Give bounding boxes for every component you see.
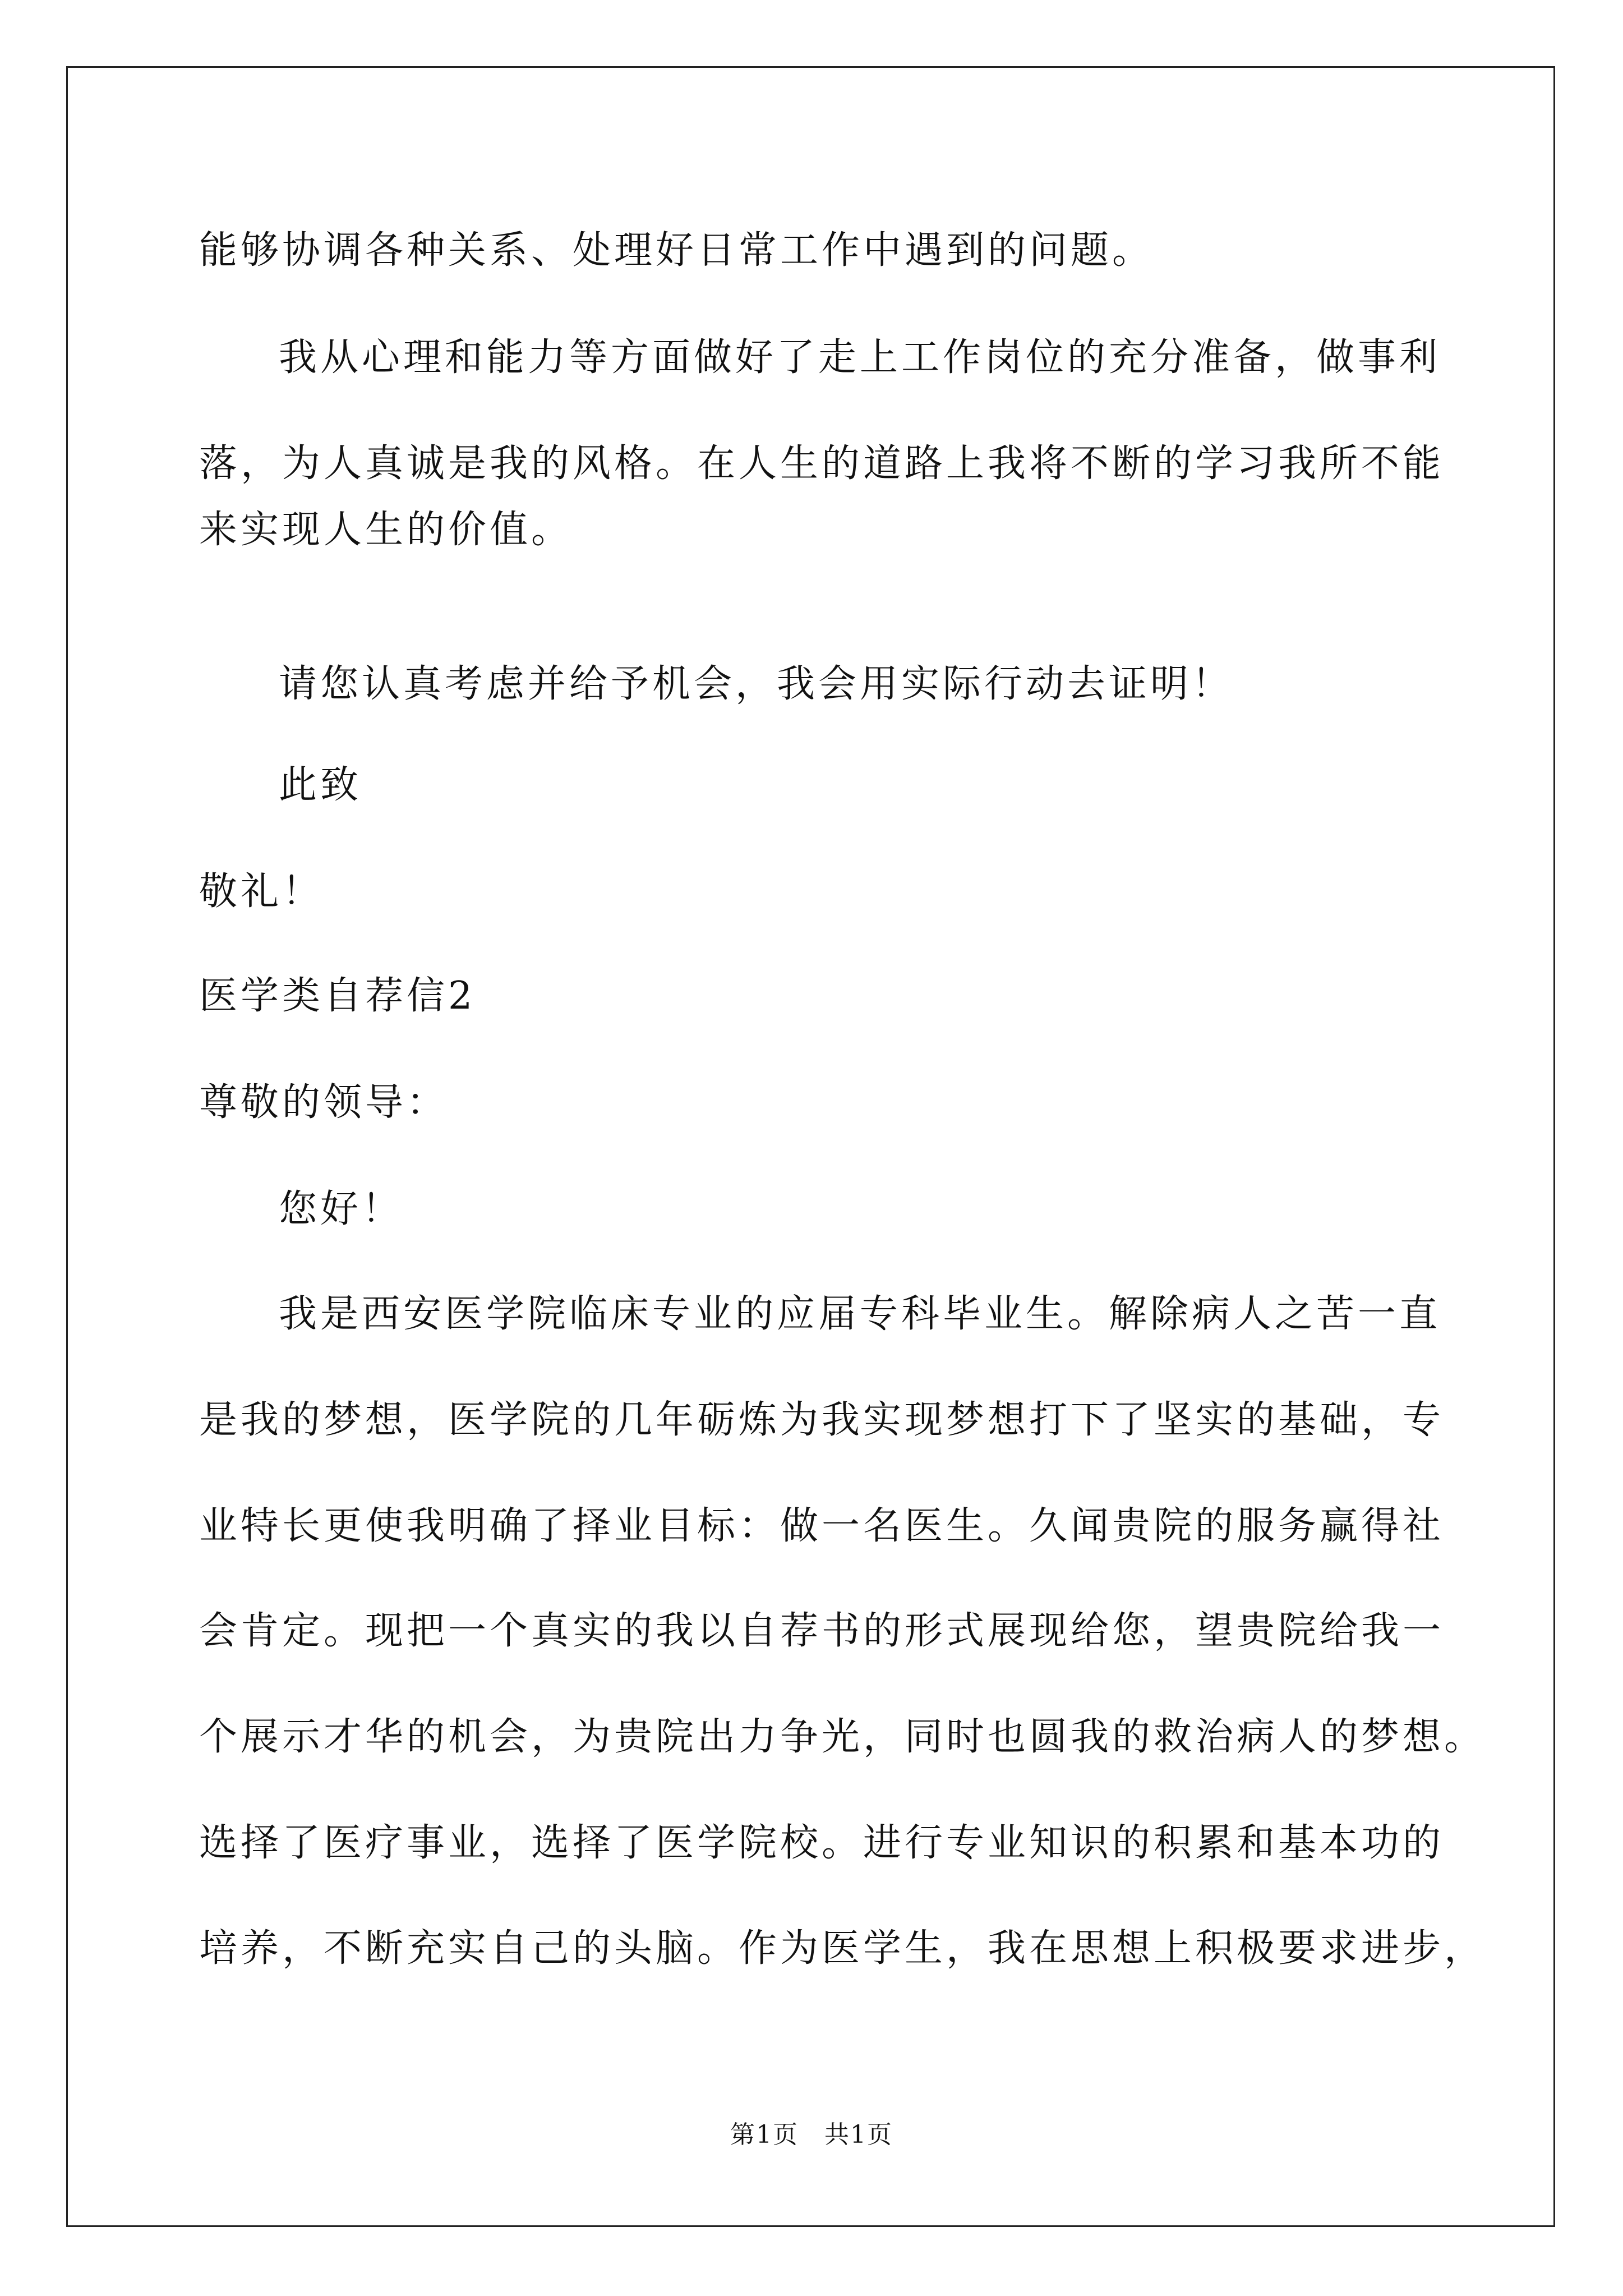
text-line: 我从心理和能力等方面做好了走上工作岗位的充分准备，做事利 bbox=[279, 335, 1441, 380]
text-line: 此致 bbox=[279, 763, 362, 807]
greeting: 您好！ bbox=[279, 1187, 404, 1231]
page-border bbox=[66, 66, 1555, 2227]
text-line: 是我的梦想，医学院的几年砺炼为我实现梦想打下了坚实的基础，专 bbox=[199, 1398, 1445, 1442]
text-line: 我是西安医学院临床专业的应届专科毕业生。解除病人之苦一直 bbox=[279, 1292, 1441, 1336]
text-line: 培养，不断充实自己的头脑。作为医学生，我在思想上积极要求进步， bbox=[199, 1926, 1486, 1971]
text-line: 个展示才华的机会，为贵院出力争光，同时也圆我的救治病人的梦想。 bbox=[199, 1715, 1486, 1759]
text-line: 请您认真考虑并给予机会，我会用实际行动去证明！ bbox=[279, 662, 1234, 706]
text-line: 敬礼！ bbox=[199, 869, 324, 914]
section-heading: 医学类自荐信2 bbox=[199, 974, 476, 1018]
text-line: 业特长更使我明确了择业目标：做一名医生。久闻贵院的服务赢得社 bbox=[199, 1504, 1445, 1548]
text-line: 来实现人生的价值。 bbox=[199, 508, 573, 552]
text-line: 能够协调各种关系、处理好日常工作中遇到的问题。 bbox=[199, 228, 1154, 273]
text-line: 会肯定。现把一个真实的我以自荐书的形式展现给您，望贵院给我一 bbox=[199, 1609, 1445, 1653]
text-line: 落，为人真诚是我的风格。在人生的道路上我将不断的学习我所不能 bbox=[199, 441, 1445, 486]
text-line: 选择了医疗事业，选择了医学院校。进行专业知识的积累和基本功的 bbox=[199, 1821, 1445, 1865]
page-number-footer: 第1页 共1页 bbox=[730, 2120, 893, 2149]
salutation: 尊敬的领导： bbox=[199, 1080, 449, 1125]
